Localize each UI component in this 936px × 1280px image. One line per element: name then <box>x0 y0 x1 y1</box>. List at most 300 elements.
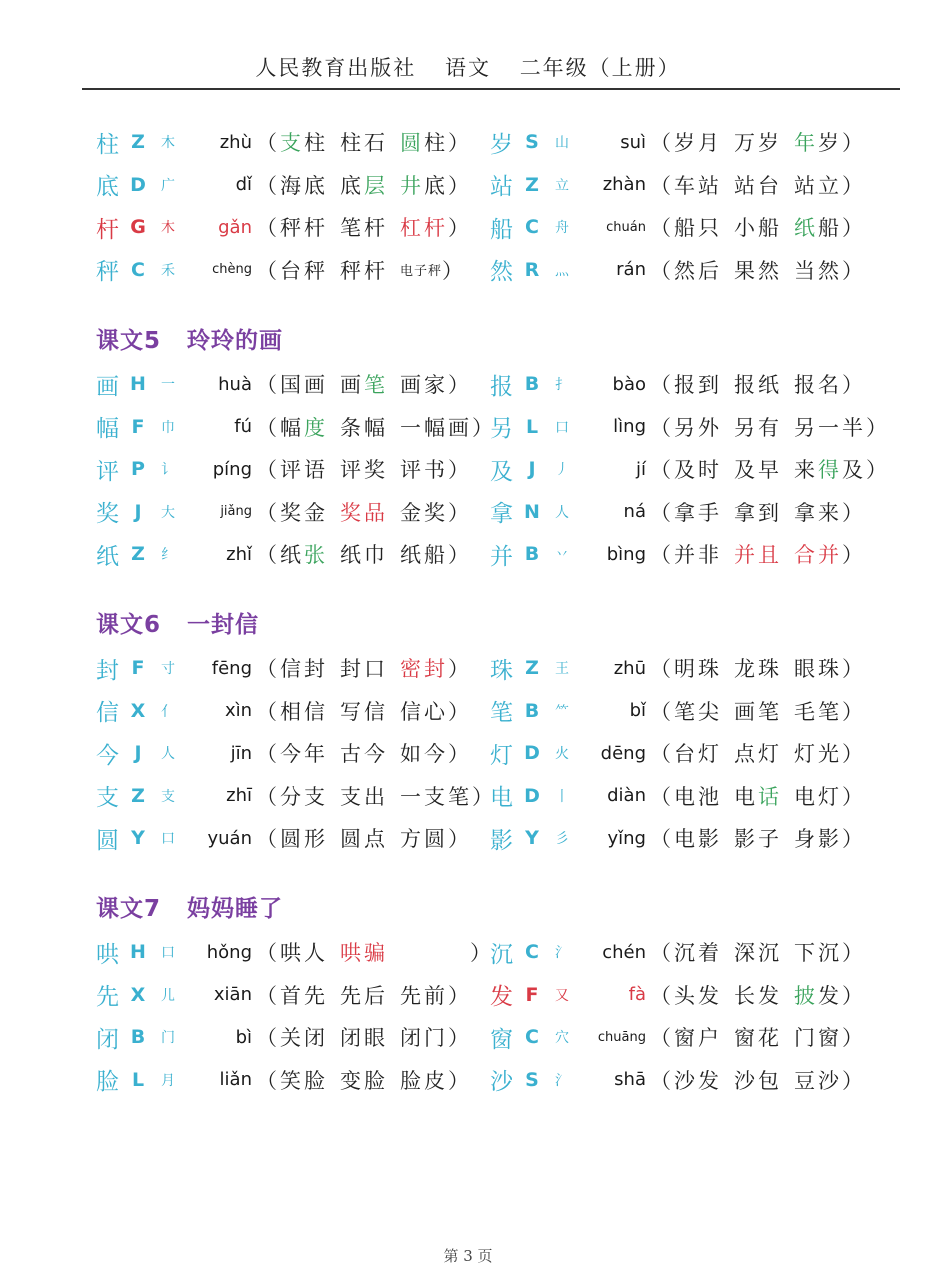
paren-close: ） <box>448 827 472 851</box>
hanzi-char: 并 <box>490 543 513 570</box>
hanzi-char: 支 <box>96 785 119 811</box>
radical: 儿 <box>161 987 175 1004</box>
word-list <box>650 212 866 242</box>
radical: 氵 <box>555 1072 569 1089</box>
hanzi-char: 纸 <box>96 543 119 570</box>
paren-open: （ <box>650 258 674 283</box>
vocab-word: 披发 <box>794 983 842 1008</box>
vocab-word: 下沉 <box>794 941 842 965</box>
paren-close: ） <box>472 415 496 440</box>
word-list <box>650 823 866 853</box>
pinyin: zhū <box>613 657 646 679</box>
vocab-word: 然后 <box>674 258 722 283</box>
paren-close: ） <box>866 458 890 482</box>
initial-letter: F <box>525 983 539 1006</box>
vocab-word: 明珠 <box>674 657 722 681</box>
hanzi-char: 闭 <box>96 1026 119 1053</box>
pinyin: zhī <box>226 785 252 806</box>
vocab-word: 支出 <box>340 784 388 809</box>
vocab-word: 影子 <box>734 827 782 851</box>
pinyin: shā <box>614 1069 646 1090</box>
paren-open: （ <box>256 657 280 681</box>
initial-letter: B <box>524 699 540 722</box>
paren-open: （ <box>650 500 674 525</box>
vocab-word: 纸船 <box>794 216 842 240</box>
vocab-word: 写信 <box>340 699 388 724</box>
page-header <box>0 52 936 82</box>
paren-close: ） <box>448 742 472 766</box>
paren-open: （ <box>256 1068 280 1093</box>
vocab-word: 一幅画 <box>400 415 472 440</box>
hanzi-char: 先 <box>96 984 119 1010</box>
vocab-word: 秤杆 <box>340 258 388 283</box>
vocab-word: 首先 <box>280 983 328 1008</box>
initial-letter: J <box>528 458 536 480</box>
vocab-word: 古今 <box>340 742 388 766</box>
vocab-word: 闭门 <box>400 1026 448 1050</box>
vocab-word: 岁月 <box>674 131 722 155</box>
vocab-word: 年岁 <box>794 131 842 155</box>
word-list <box>256 1065 472 1095</box>
paren-open: （ <box>256 742 280 766</box>
word-list <box>650 1065 866 1095</box>
paren-open: （ <box>256 784 280 809</box>
paren-close: ） <box>842 543 866 567</box>
lesson-name: 玲玲的画 <box>187 328 284 354</box>
hanzi-char: 画 <box>96 373 119 400</box>
vocab-word: 来得及 <box>794 458 866 482</box>
vocab-entry <box>96 818 472 858</box>
radical: ⺮ <box>555 703 569 720</box>
hanzi-char: 评 <box>96 458 119 485</box>
vocab-entry <box>490 449 890 489</box>
paren-open: （ <box>650 458 674 482</box>
initial-letter: Z <box>131 543 145 565</box>
hanzi-char: 及 <box>490 458 513 485</box>
paren-close: ） <box>842 784 866 809</box>
hanzi-char: 今 <box>96 742 119 769</box>
vocab-word: 长发 <box>734 983 782 1008</box>
pinyin: bìng <box>606 543 646 565</box>
paren-close: ） <box>842 1026 866 1050</box>
vocab-word: 画笔 <box>734 699 782 724</box>
vocab-word: 海底 <box>280 173 328 198</box>
initial-letter: C <box>131 258 145 281</box>
vocab-word: 沙包 <box>734 1068 782 1093</box>
hanzi-char: 信 <box>96 700 119 726</box>
vocab-word: 笔尖 <box>674 699 722 724</box>
vocab-word: 沉着 <box>674 941 722 965</box>
radical: 纟 <box>161 547 175 563</box>
vocab-word: 小船 <box>734 216 782 240</box>
vocab-entry <box>490 776 866 816</box>
vocab-word: 底层 <box>340 173 388 198</box>
vocab-word: 拿来 <box>794 500 842 525</box>
paren-close: ） <box>866 415 890 440</box>
vocab-word: 密封 <box>400 657 448 681</box>
word-list <box>256 696 472 726</box>
grade: 二年级（上册） <box>519 56 681 80</box>
vocab-word: 秤杆 <box>280 216 328 240</box>
vocab-word: 及时 <box>674 458 722 482</box>
vocab-word: 纸船 <box>400 543 448 567</box>
paren-open: （ <box>650 1068 674 1093</box>
initial-letter: N <box>524 500 540 523</box>
section-title <box>96 890 283 923</box>
word-list <box>650 653 866 683</box>
word-list <box>650 1022 866 1052</box>
vocab-word: 身影 <box>794 827 842 851</box>
paren-open: （ <box>650 699 674 724</box>
pinyin: dēng <box>600 742 646 764</box>
pinyin: fú <box>234 416 252 437</box>
paren-open: （ <box>256 827 280 851</box>
pinyin: suì <box>620 131 646 153</box>
paren-open: （ <box>256 258 280 283</box>
paren-close: ） <box>448 131 472 155</box>
vocab-word: 门窗 <box>794 1026 842 1050</box>
vocab-entry <box>96 250 466 290</box>
hanzi-char: 圆 <box>96 827 119 854</box>
pinyin: huà <box>218 373 252 395</box>
vocab-word: 支柱 <box>280 131 328 155</box>
vocab-word: 哄人 <box>280 941 328 965</box>
radical: 丿 <box>555 462 569 478</box>
pinyin: yǐng <box>607 827 646 849</box>
hanzi-char: 岁 <box>490 131 513 158</box>
vocab-word: 圆柱 <box>400 131 448 155</box>
radical: 立 <box>555 177 569 194</box>
paren-open: （ <box>650 657 674 681</box>
hanzi-char: 封 <box>96 657 119 684</box>
pinyin: jīn <box>230 742 252 764</box>
radical: 一 <box>161 377 175 393</box>
vocab-entry <box>490 207 866 247</box>
vocab-word: 合并 <box>794 543 842 567</box>
vocab-entry <box>490 165 866 205</box>
radical: 穴 <box>555 1030 569 1046</box>
vocab-word: 圆形 <box>280 827 328 851</box>
pinyin: fēng <box>211 657 252 679</box>
vocab-word: 幅度 <box>280 415 328 440</box>
vocab-word: 报纸 <box>734 373 782 397</box>
radical: 大 <box>161 504 175 521</box>
paren-close: ） <box>842 1068 866 1093</box>
initial-letter: S <box>525 1068 539 1091</box>
word-list <box>650 412 890 442</box>
vocab-entry <box>96 534 472 574</box>
pinyin: zhǐ <box>226 543 252 565</box>
vocab-entry <box>490 932 866 972</box>
paren-close: ） <box>842 173 866 198</box>
vocab-word: 头发 <box>674 983 722 1008</box>
paren-close: ） <box>448 173 472 198</box>
initial-letter: Y <box>525 827 539 849</box>
initial-letter: X <box>130 699 146 722</box>
vocab-entry <box>96 122 472 162</box>
radical: 灬 <box>555 262 569 279</box>
initial-letter: H <box>130 941 146 963</box>
vocab-word: 信心 <box>400 699 448 724</box>
initial-letter: R <box>524 258 540 281</box>
hanzi-char: 沉 <box>490 941 513 968</box>
vocab-word: 站台 <box>734 173 782 198</box>
paren-open: （ <box>650 827 674 851</box>
initial-letter: S <box>525 131 539 153</box>
radical: 丷 <box>555 547 569 563</box>
vocab-word: 电影 <box>674 827 722 851</box>
vocab-word: 评奖 <box>340 458 388 482</box>
paren-close: ） <box>448 1068 472 1093</box>
pinyin: lìng <box>613 416 646 437</box>
lesson-name: 一封信 <box>187 612 260 638</box>
pinyin: ná <box>623 501 646 522</box>
initial-letter: Z <box>131 131 145 153</box>
radical: 木 <box>161 135 175 151</box>
paren-open: （ <box>256 458 280 482</box>
word-list <box>650 497 866 527</box>
radical: 人 <box>161 746 175 762</box>
initial-letter: Z <box>525 657 539 679</box>
initial-letter: G <box>130 216 146 238</box>
radical: 彡 <box>555 831 569 847</box>
initial-letter: X <box>130 983 146 1006</box>
pinyin: hǒng <box>206 941 252 963</box>
hanzi-char: 船 <box>490 216 513 243</box>
vocab-word: 电话 <box>734 784 782 809</box>
pinyin: fà <box>628 984 646 1005</box>
word-list <box>650 369 866 399</box>
vocab-word: 拿到 <box>734 500 782 525</box>
vocab-word: 窗花 <box>734 1026 782 1050</box>
header-divider <box>82 88 900 90</box>
vocab-word: 另有 <box>734 415 782 440</box>
vocab-word: 当然 <box>794 258 842 283</box>
paren-open: （ <box>650 415 674 440</box>
pinyin: jiǎng <box>220 504 252 519</box>
vocab-word: 报名 <box>794 373 842 397</box>
vocab-word: 笑脸 <box>280 1068 328 1093</box>
vocab-word: 奖品 <box>340 500 388 525</box>
paren-close: ） <box>842 657 866 681</box>
word-list <box>256 980 472 1010</box>
vocab-word: 站立 <box>794 173 842 198</box>
vocab-word: 今年 <box>280 742 328 766</box>
vocab-word: 另一半 <box>794 415 866 440</box>
word-list <box>256 497 472 527</box>
vocab-word: 信封 <box>280 657 328 681</box>
word-list <box>256 539 472 569</box>
radical: 亻 <box>161 703 175 720</box>
word-list <box>650 170 866 200</box>
vocab-word: 评语 <box>280 458 328 482</box>
word-list <box>256 170 472 200</box>
section-title <box>96 322 283 355</box>
paren-open: （ <box>256 543 280 567</box>
initial-letter: B <box>130 1026 146 1048</box>
paren-open: （ <box>256 216 280 240</box>
section-title <box>96 606 259 639</box>
vocab-word: 画家 <box>400 373 448 397</box>
vocab-word: 万岁 <box>734 131 782 155</box>
paren-open: （ <box>256 983 280 1008</box>
radical: 巾 <box>161 419 175 436</box>
radical: 又 <box>555 987 569 1004</box>
vocab-word: 灯光 <box>794 742 842 766</box>
hanzi-char: 底 <box>96 174 119 200</box>
radical: 山 <box>555 135 569 151</box>
hanzi-char: 影 <box>490 827 513 854</box>
hanzi-char: 杆 <box>96 216 119 243</box>
pinyin: chén <box>602 941 646 963</box>
vocab-word: 窗户 <box>674 1026 722 1050</box>
vocab-entry <box>490 364 866 404</box>
vocab-word: 圆点 <box>340 827 388 851</box>
vocab-entry <box>96 733 472 773</box>
paren-close: ） <box>842 699 866 724</box>
initial-letter: L <box>525 415 539 438</box>
vocab-word: 先前 <box>400 983 448 1008</box>
hanzi-char: 哄 <box>96 941 119 968</box>
vocab-word: 奖金 <box>280 500 328 525</box>
vocab-entry <box>96 449 472 489</box>
word-list <box>256 454 472 484</box>
radical: 寸 <box>161 661 175 677</box>
vocab-word: 国画 <box>280 373 328 397</box>
initial-letter: H <box>130 373 146 395</box>
initial-letter: P <box>131 458 145 480</box>
initial-letter: D <box>524 784 540 807</box>
pinyin: zhù <box>219 131 252 153</box>
hanzi-char: 沙 <box>490 1069 513 1095</box>
word-list <box>650 980 866 1010</box>
initial-letter: D <box>524 742 540 764</box>
paren-open: （ <box>650 941 674 965</box>
vocab-word: 眼珠 <box>794 657 842 681</box>
hanzi-char: 柱 <box>96 131 119 158</box>
vocab-entry <box>96 1017 472 1057</box>
initial-letter: B <box>524 373 540 395</box>
paren-close: ） <box>842 500 866 525</box>
vocab-word: 变脸 <box>340 1068 388 1093</box>
hanzi-char: 灯 <box>490 742 513 769</box>
vocab-entry <box>490 975 866 1015</box>
radical: 月 <box>161 1072 175 1089</box>
paren-open: （ <box>650 131 674 155</box>
paren-close: ） <box>448 458 472 482</box>
radical: 门 <box>161 1030 175 1046</box>
vocab-entry <box>96 407 496 447</box>
vocab-entry <box>490 407 890 447</box>
hanzi-char: 秤 <box>96 259 119 285</box>
vocab-word: 方圆 <box>400 827 448 851</box>
vocab-entry <box>96 207 472 247</box>
radical: 支 <box>161 788 175 805</box>
hanzi-char: 然 <box>490 259 513 285</box>
hanzi-char: 脸 <box>96 1069 119 1095</box>
paren-open: （ <box>650 373 674 397</box>
radical: 王 <box>555 661 569 677</box>
paren-close: ） <box>448 216 472 240</box>
pinyin: liǎn <box>219 1069 252 1090</box>
radical: 火 <box>555 746 569 762</box>
pinyin: chuāng <box>597 1029 646 1045</box>
initial-letter: L <box>131 1068 145 1091</box>
paren-open: （ <box>650 1026 674 1050</box>
paren-open: （ <box>256 699 280 724</box>
vocab-entry <box>96 932 494 972</box>
hanzi-char: 报 <box>490 373 513 400</box>
vocab-entry <box>490 733 866 773</box>
paren-close: ） <box>842 373 866 397</box>
initial-letter: Z <box>525 173 539 196</box>
vocab-word: 笔杆 <box>340 216 388 240</box>
subject: 语文 <box>445 56 491 80</box>
vocab-word: 报到 <box>674 373 722 397</box>
vocab-word: 杠杆 <box>400 216 448 240</box>
vocab-word: 先后 <box>340 983 388 1008</box>
paren-open: （ <box>256 173 280 198</box>
vocab-word: 闭眼 <box>340 1026 388 1050</box>
vocab-word: 脸皮 <box>400 1068 448 1093</box>
radical: 扌 <box>555 377 569 393</box>
word-list <box>256 127 472 157</box>
paren-close: ） <box>448 657 472 681</box>
hanzi-char: 奖 <box>96 501 119 527</box>
vocab-entry <box>96 492 472 532</box>
initial-letter: Y <box>131 827 145 849</box>
vocab-entry <box>490 122 866 162</box>
lesson-number: 课文6 <box>96 612 162 638</box>
paren-open: （ <box>256 500 280 525</box>
vocab-word: 船只 <box>674 216 722 240</box>
vocab-word: 龙珠 <box>734 657 782 681</box>
paren-close: ） <box>448 500 472 525</box>
hanzi-char: 另 <box>490 416 513 442</box>
radical: 口 <box>161 945 175 961</box>
vocab-word: 金奖 <box>400 500 448 525</box>
hanzi-char: 电 <box>490 785 513 811</box>
paren-open: （ <box>650 784 674 809</box>
hanzi-char: 拿 <box>490 501 513 527</box>
vocab-word: 画笔 <box>340 373 388 397</box>
pinyin: píng <box>212 458 252 480</box>
word-list <box>256 738 472 768</box>
vocab-word: 一支笔 <box>400 784 472 809</box>
paren-open: （ <box>650 983 674 1008</box>
hanzi-char: 窗 <box>490 1026 513 1053</box>
pinyin: yuán <box>207 827 252 849</box>
word-list <box>650 696 866 726</box>
pinyin: chèng <box>212 262 252 277</box>
vocab-word: 电子秤 <box>400 264 443 279</box>
vocab-word: 电灯 <box>794 784 842 809</box>
hanzi-char: 笔 <box>490 700 513 726</box>
vocab-word: 拿手 <box>674 500 722 525</box>
paren-close: ） <box>472 784 496 809</box>
pinyin: jí <box>635 458 646 480</box>
radical: 讠 <box>161 462 175 478</box>
vocab-word: 深沉 <box>734 941 782 965</box>
vocab-word: 分支 <box>280 784 328 809</box>
radical: 人 <box>555 504 569 521</box>
initial-letter: B <box>524 543 540 565</box>
vocab-word: 沙发 <box>674 1068 722 1093</box>
initial-letter: J <box>134 742 142 764</box>
vocab-entry <box>490 250 866 290</box>
paren-close: ） <box>448 543 472 567</box>
word-list <box>256 781 496 811</box>
